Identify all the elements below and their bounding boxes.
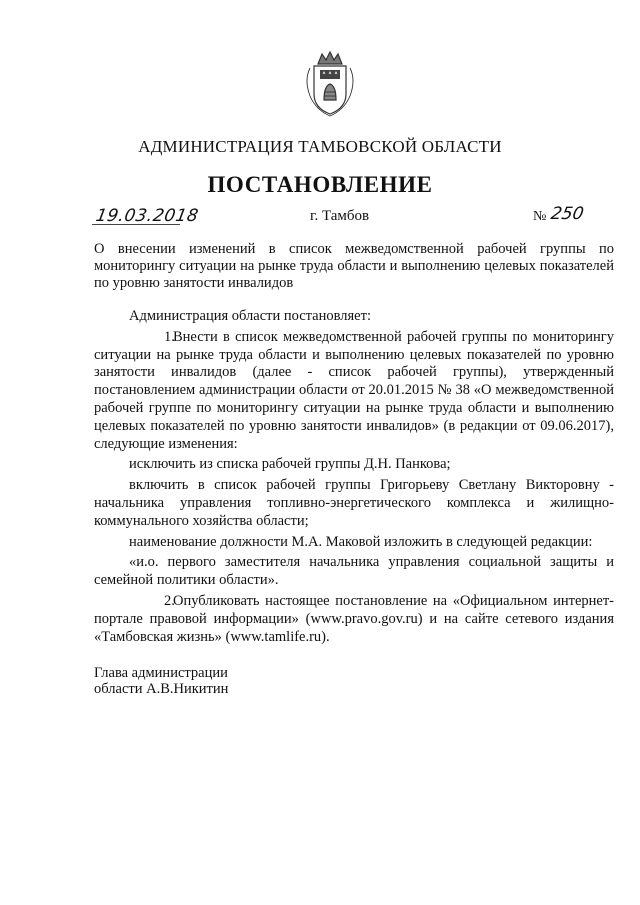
- document-number: 250: [549, 204, 586, 224]
- document-type-title: ПОСТАНОВЛЕНИЕ: [207, 172, 433, 197]
- document-subject: О внесении изменений в список межведомственной рабочей группы по мониторингу ситуации на рынке труда области и выполнению целевых показателей по уровню занятости инвалидов: [94, 241, 614, 291]
- item-1-text: Внести в список межведомственной рабочей группы по мониторингу ситуации на рынке труда области и выполнению целевых показателей по уровню занятости инвалидов (далее - список рабочей группы), утвержденный постановлением администрации области от 20.01.2015 № 38 «О межведомственной рабочей группе по мониторингу ситуации на рынке труда области и выполнению целевых показателей по уровню занятости инвалидов» (в редакции от 09.06.2017), следующие изменения:: [94, 328, 614, 452]
- signature-name: области А.В.Никитин: [94, 681, 229, 697]
- item-2-text: Опубликовать настоящее постановление на «Официальном интернет-портале правовой информации» (www.pravo.gov.ru) и на сайте сетевого издания «Тамбовская жизнь» (www.tamlife.ru).: [94, 592, 614, 645]
- number-label: №: [533, 209, 547, 224]
- emblem-crown: [318, 52, 342, 64]
- change-rename: наименование должности М.А. Маковой изложить в следующей редакции:: [129, 533, 593, 550]
- signature-block: [94, 665, 228, 697]
- preamble: Администрация области постановляет:: [129, 308, 371, 324]
- item-1: [94, 329, 614, 454]
- coat-of-arms-emblem: [300, 50, 360, 118]
- document-body: [94, 308, 614, 646]
- item-2: [94, 593, 614, 646]
- signature-title: Глава администрации: [94, 665, 228, 681]
- change-rename-value: «и.о. первого заместителя начальника управления социальной защиты и семейной политики области».: [94, 554, 614, 589]
- document-date: 19.03.2018: [94, 206, 201, 226]
- date-underline: [92, 224, 180, 225]
- change-include: включить в список рабочей группы Григорьеву Светлану Викторовну - начальника управления топливно-энергетического комплекса и жилищно-коммунального хозяйства области;: [94, 477, 614, 529]
- change-exclude: исключить из списка рабочей группы Д.Н. Панкова;: [129, 456, 451, 473]
- document-city: г. Тамбов: [310, 208, 370, 224]
- item-1-number: 1.: [164, 328, 175, 345]
- item-2-number: 2.: [164, 592, 175, 609]
- issuing-authority: АДМИНИСТРАЦИЯ ТАМБОВСКОЙ ОБЛАСТИ: [138, 137, 502, 156]
